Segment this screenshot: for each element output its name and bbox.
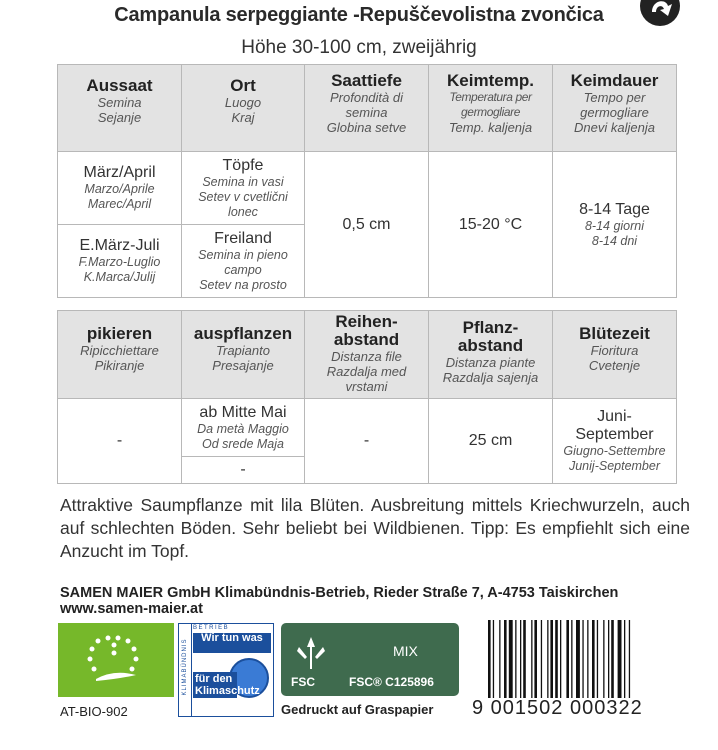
header-auspflanzen: auspflanzen Trapianto Presajanje [182, 311, 305, 399]
cell-keimtemp: 15-20 °C [429, 152, 553, 298]
header-reihenabstand: Reihen-abstand Distanza file Razdalja med vrstami [305, 311, 429, 399]
plant-description: Attraktive Saumpflanze mit lila Blüten. Ausbreitung mittels Kriechwurzeln, auch auf schlechten Böden. Sehr beliebt bei Wildbienen. Tipp: Es empfiehlt sich eine Anzucht im Topf. [60, 495, 690, 561]
barcode [486, 620, 708, 700]
fsc-tree-icon [291, 633, 331, 673]
fsc-mix: MIX [393, 643, 418, 659]
barcode-bar [488, 620, 491, 698]
cell-reihenabstand: - [305, 399, 429, 484]
barcode-bar [523, 620, 526, 698]
barcode-number: 9 001502 000322 [472, 697, 643, 719]
barcode-bar [624, 620, 625, 698]
klima-slogan-line2: für den Klimaschutz [195, 673, 260, 697]
graspapier-note: Gedruckt auf Graspapier [281, 702, 434, 717]
cell-auspflanzen-1: ab Mitte Mai Da metà Maggio Od srede Maja [182, 399, 305, 457]
cell-auspflanzen-2: - [182, 457, 305, 484]
barcode-bar [499, 620, 500, 698]
barcode-bar [560, 620, 561, 698]
sowing-row-1 [58, 152, 677, 225]
barcode-bar [493, 620, 494, 698]
barcode-bar [629, 620, 630, 698]
barcode-bar [550, 620, 553, 698]
cell-pikieren: - [58, 399, 182, 484]
barcode-bar [603, 620, 604, 698]
barcode-bar [509, 620, 513, 698]
barcode-bar [547, 620, 548, 698]
header-keimtemp: Keimtemp. Temperatura per germogliare Temp. kaljenja [429, 65, 553, 152]
cell-pflanzabstand: 25 cm [429, 399, 553, 484]
barcode-bar [555, 620, 558, 698]
planting-header-row [58, 311, 677, 399]
product-title: Campanula serpeggiante -Repuščevolistna zvončica [114, 4, 604, 26]
company-website[interactable]: www.samen-maier.at [60, 601, 203, 617]
sowing-table [57, 64, 677, 298]
recycle-arrow-logo [640, 0, 680, 26]
barcode-bar [592, 620, 595, 698]
barcode-bar [504, 620, 507, 698]
barcode-bar [520, 620, 521, 698]
barcode-bar [571, 620, 572, 698]
klima-slogan-line1: Wir tun was [193, 633, 271, 653]
sowing-header-row [58, 65, 677, 152]
fsc-logo [281, 623, 459, 696]
eu-organic-code: AT-BIO-902 [60, 704, 128, 719]
cell-bluetezeit: Juni-September Giugno-Settembre Junij-September [553, 399, 677, 484]
barcode-bar [515, 620, 516, 698]
header-keimdauer: Keimdauer Tempo per germogliare Dnevi kaljenja [553, 65, 677, 152]
barcode-bar [534, 620, 537, 698]
klima-side-label: KLIMABÜNDNIS [179, 624, 192, 716]
header-pflanzabstand: Pflanz-abstand Distanza piante Razdalja sajenja [429, 311, 553, 399]
barcode-bar [587, 620, 588, 698]
cell-aussaat-2: E.März-Juli F.Marzo-Luglio K.Marca/Julij [58, 225, 182, 298]
barcode-bar [597, 620, 598, 698]
company-address: SAMEN MAIER GmbH Klimabündnis-Betrieb, Rieder Straße 7, A-4753 Taiskirchen [60, 585, 619, 601]
barcode-bar [582, 620, 583, 698]
cell-keimdauer: 8-14 Tage 8-14 giorni 8-14 dni [553, 152, 677, 298]
barcode-bar [611, 620, 614, 698]
fsc-code: FSC® C125896 [349, 675, 434, 689]
barcode-bar [576, 620, 580, 698]
barcode-bar [566, 620, 569, 698]
cell-ort-1: Töpfe Semina in vasi Setev v cvetlični lonec [182, 152, 305, 225]
klimabuendnis-logo [178, 623, 274, 717]
header-saattiefe: Saattiefe Profondità di semina Globina setve [305, 65, 429, 152]
cell-ort-2: Freiland Semina in pieno campo Setev na prosto [182, 225, 305, 298]
cell-aussaat-1: März/April Marzo/Aprile Marec/April [58, 152, 182, 225]
cell-saattiefe: 0,5 cm [305, 152, 429, 298]
fsc-brand: FSC [291, 675, 315, 689]
header-ort: Ort Luogo Kraj [182, 65, 305, 152]
barcode-bar [608, 620, 609, 698]
planting-row-1 [58, 399, 677, 457]
header-bluetezeit: Blütezeit Fioritura Cvetenje [553, 311, 677, 399]
plant-height-subtitle: Höhe 30-100 cm, zweijährig [241, 37, 477, 58]
eu-organic-logo [58, 623, 174, 697]
planting-table [57, 310, 677, 484]
barcode-bar [531, 620, 532, 698]
header-pikieren: pikieren Ripicchiettare Pikiranje [58, 311, 182, 399]
klima-top-label: BETRIEB [193, 625, 230, 631]
barcode-bar [618, 620, 622, 698]
header-aussaat: Aussaat Semina Sejanje [58, 65, 182, 152]
barcode-bar [541, 620, 542, 698]
